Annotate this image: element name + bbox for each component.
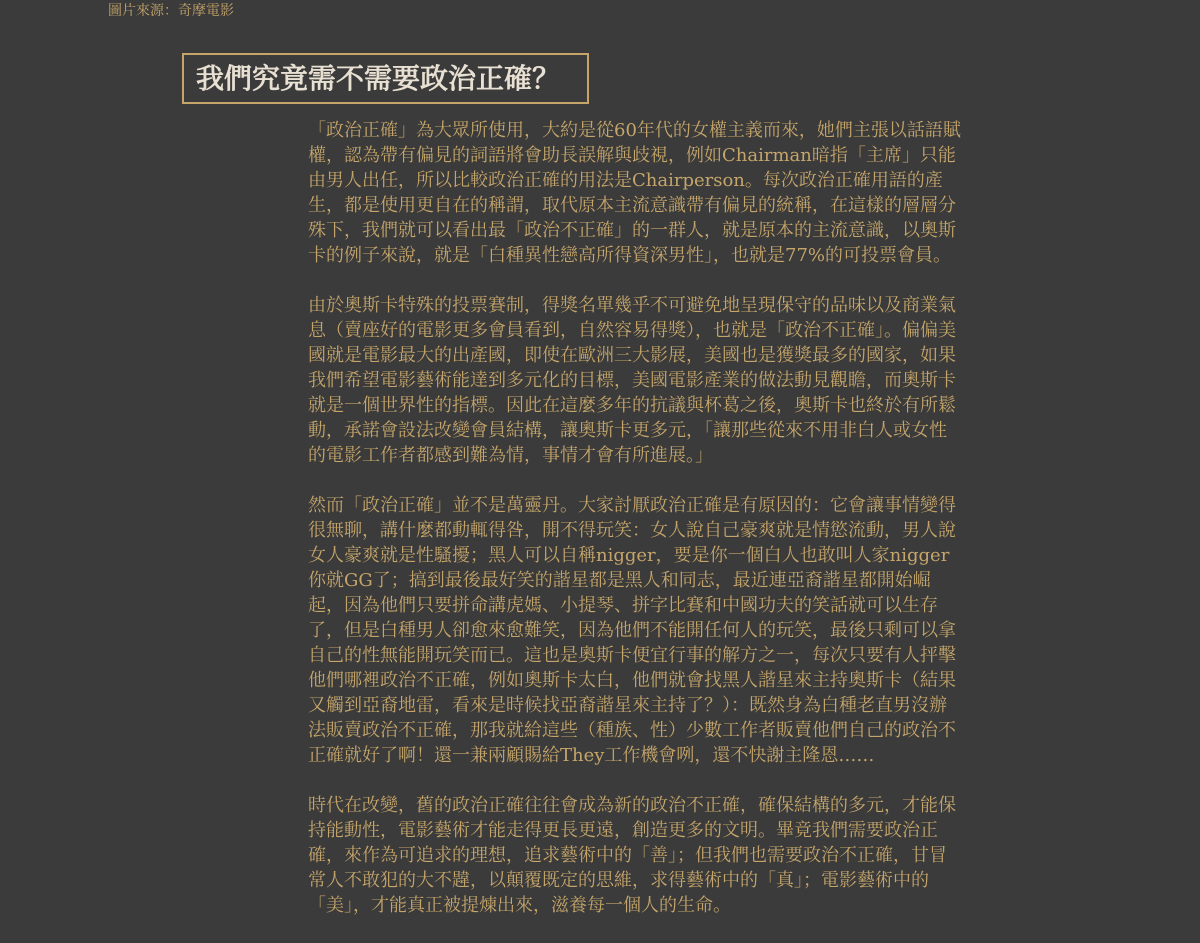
section-title-text: 我們究竟需不需要政治正確？ <box>196 62 561 95</box>
article-body <box>308 118 963 943</box>
article-paragraph: 然而「政治正確」並不是萬靈丹。大家討厭政治正確是有原因的：它會讓事情變得很無聊，講什麼都動輒得咎，開不得玩笑：女人說自己豪爽就是情慾流動，男人說女人豪爽就是性騷擾；黑人可以自稱nigger，要是你一個白人也敢叫人家nigger你就GG了；搞到最後最好笑的諧星都是黑人和同志，最近連亞裔諧星都開始崛起，因為他們只要拼命講虎媽、小提琴、拼字比賽和中國功夫的笑話就可以生存了，但是白種男人卻愈來愈難笑，因為他們不能開任何人的玩笑，最後只剩可以拿自己的性無能開玩笑而已。這也是奧斯卡便宜行事的解方之一，每次只要有人抨擊他們哪裡政治不正確，例如奧斯卡太白，他們就會找黑人諧星來主持奧斯卡（結果又觸到亞裔地雷，看來是時候找亞裔諧星來主持了？）：既然身為白種老直男沒辦法販賣政治不正確，那我就給這些（種族、性）少數工作者販賣他們自己的政治不正確就好了啊！還一兼兩顧賜給They工作機會咧，還不快謝主隆恩…… <box>308 495 956 766</box>
image-source-caption: 圖片來源：奇摩電影 <box>108 3 234 19</box>
article-paragraph: 「政治正確」為大眾所使用，大約是從60年代的女權主義而來，她們主張以話語賦權，認為帶有偏見的詞語將會助長誤解與歧視，例如Chairman暗指「主席」只能由男人出任，所以比較政治正確的用法是Chairperson。每次政治正確用語的產生，都是使用更自在的稱謂，取代原本主流意識帶有偏見的統稱，在這樣的層層分殊下，我們就可以看出最「政治不正確」的一群人，就是原本的主流意識，以奧斯卡的例子來說，就是「白種異性戀高所得資深男性」，也就是77%的可投票會員。 <box>308 120 961 266</box>
section-title <box>182 53 589 104</box>
article-paragraph: 時代在改變，舊的政治正確往往會成為新的政治不正確，確保結構的多元，才能保持能動性，電影藝術才能走得更長更遠，創造更多的文明。畢竟我們需要政治正確，來作為可追求的理想，追求藝術中的「善」；但我們也需要政治不正確，甘冒常人不敢犯的大不韙，以顛覆既定的思維，求得藝術中的「真」；電影藝術中的「美」，才能真正被提煉出來，滋養每一個人的生命。 <box>308 795 956 916</box>
article-paragraph: 由於奧斯卡特殊的投票賽制，得獎名單幾乎不可避免地呈現保守的品味以及商業氣息（賣座好的電影更多會員看到，自然容易得獎），也就是「政治不正確」。偏偏美國就是電影最大的出產國，即使在歐洲三大影展，美國也是獲獎最多的國家，如果我們希望電影藝術能達到多元化的目標，美國電影產業的做法動見觀瞻，而奧斯卡就是一個世界性的指標。因此在這麼多年的抗議與杯葛之後，奧斯卡也終於有所鬆動，承諾會設法改變會員結構，讓奧斯卡更多元，「讓那些從來不用非白人或女性的電影工作者都感到難為情，事情才會有所進展。」 <box>308 295 956 466</box>
